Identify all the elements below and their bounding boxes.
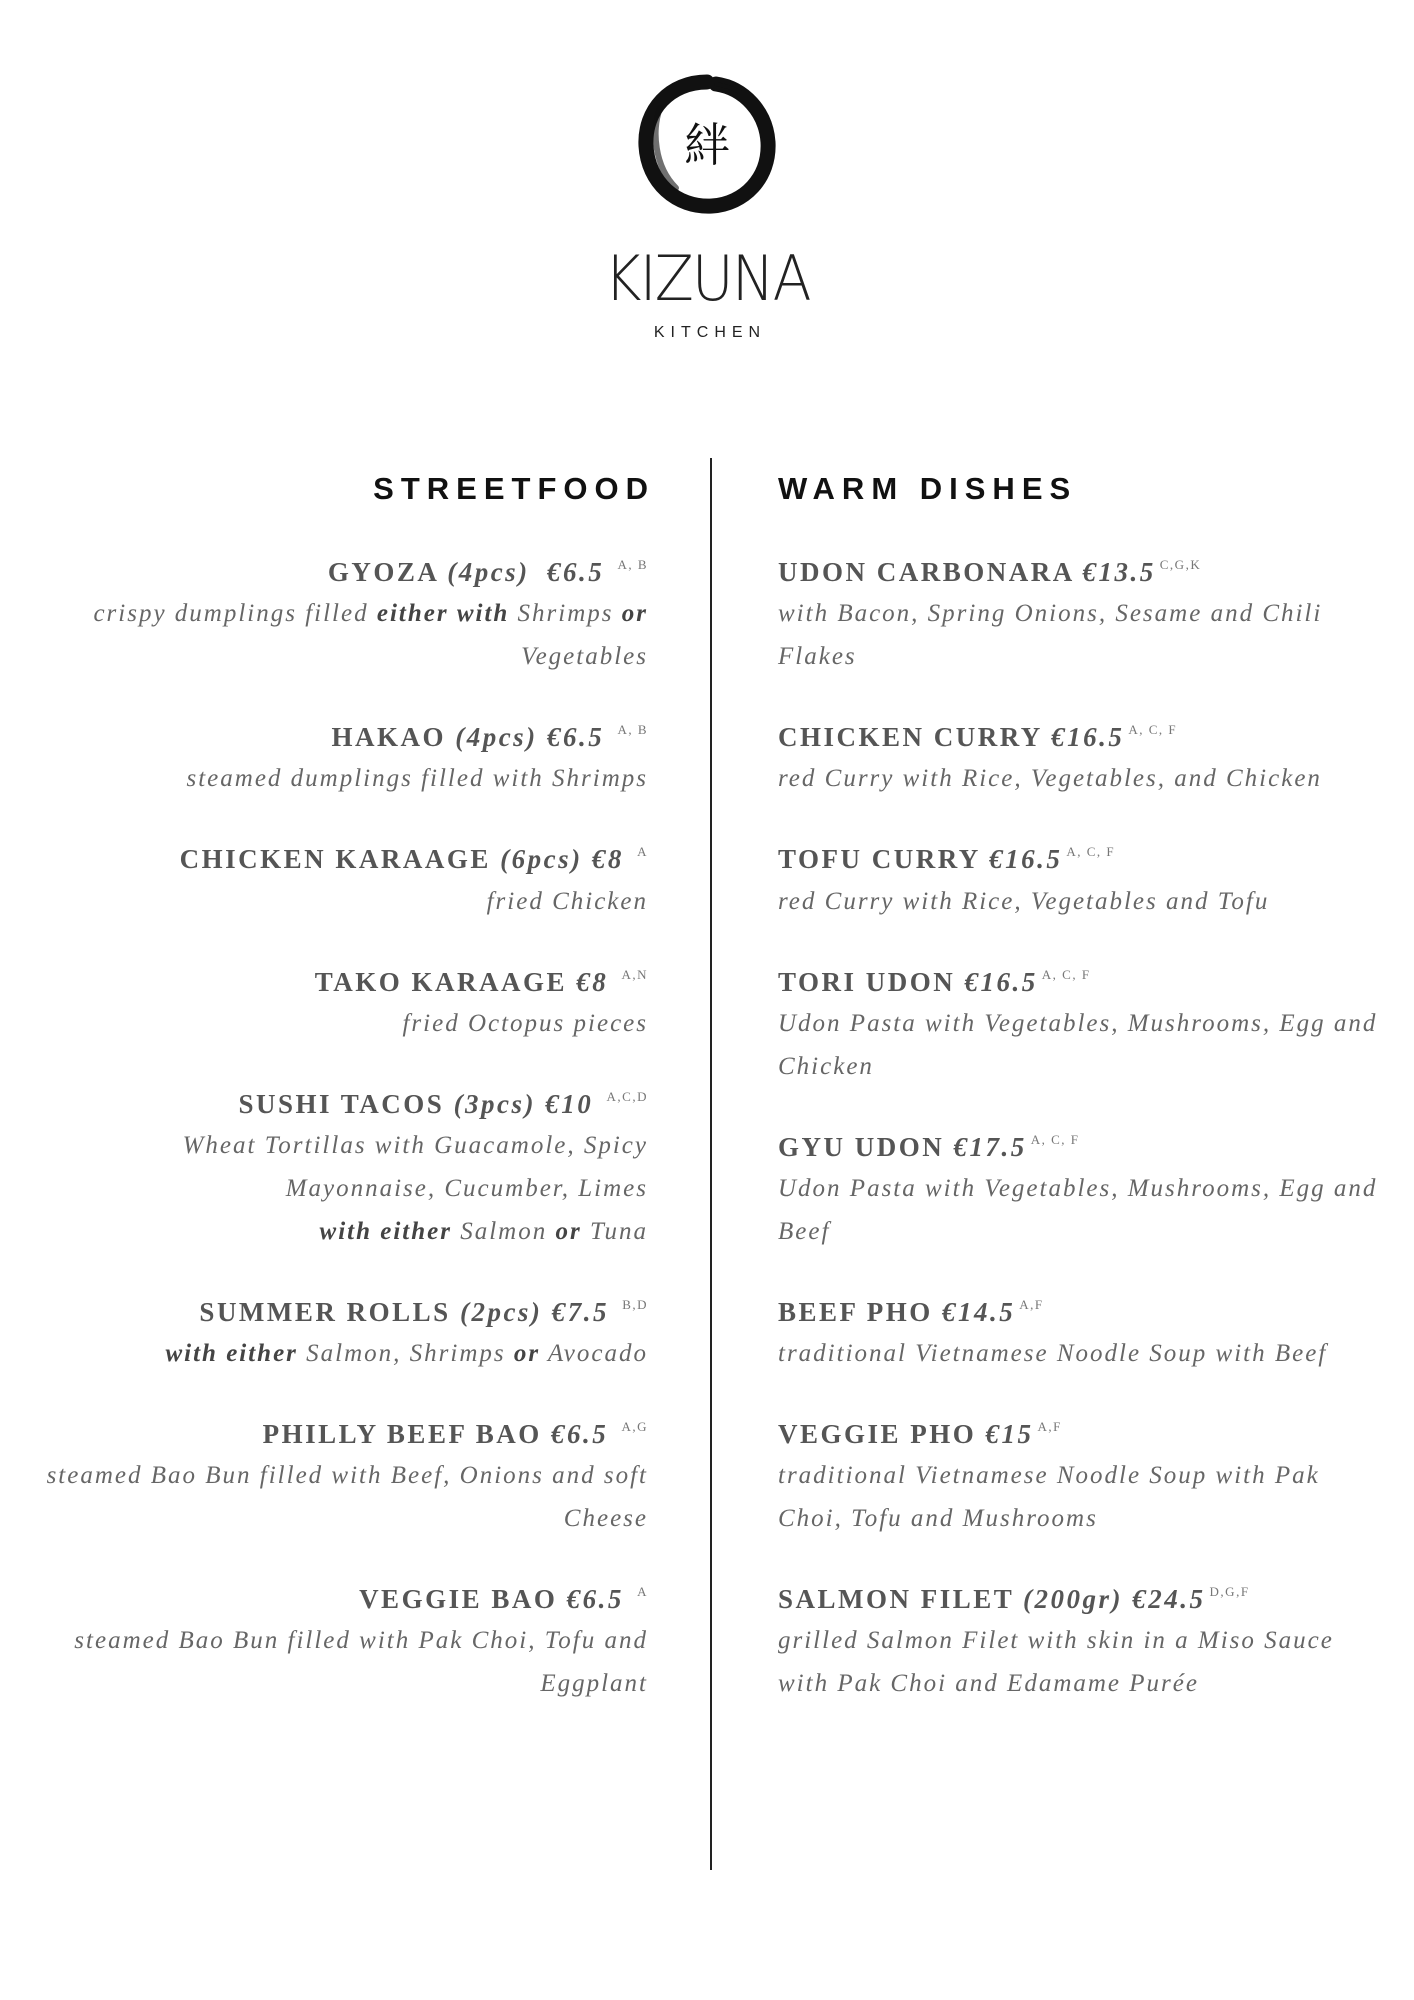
menu-item xyxy=(778,1293,1378,1375)
item-allergens: A,C,D xyxy=(606,1088,648,1104)
menu-item xyxy=(8,1580,648,1705)
menu-item xyxy=(778,1415,1378,1540)
menu-item xyxy=(8,1085,648,1253)
section-title-warm-dishes: WARM DISHES xyxy=(778,471,1078,506)
menu-item xyxy=(8,1293,648,1375)
item-name: BEEF PHO xyxy=(778,1296,933,1327)
item-price: €17.5 xyxy=(953,1131,1027,1162)
item-price: €16.5 xyxy=(964,966,1038,997)
item-name: CHICKEN CURRY xyxy=(778,722,1042,753)
item-description: grilled Salmon Filet with skin in a Miso Sauce with Pak Choi and Edamame Purée xyxy=(778,1627,1334,1698)
item-price: €24.5 xyxy=(1132,1584,1206,1615)
menu-item xyxy=(778,963,1378,1088)
menu-item xyxy=(778,553,1378,678)
item-description: fried Chicken xyxy=(486,887,648,915)
item-price: €15 xyxy=(985,1419,1034,1450)
section-title-streetfood: STREETFOOD xyxy=(373,471,655,506)
item-price: €14.5 xyxy=(942,1296,1016,1327)
streetfood-column xyxy=(8,470,655,1745)
item-allergens: A, B xyxy=(617,722,648,738)
item-description: fried Octopus pieces xyxy=(402,1009,648,1037)
item-allergens: A,N xyxy=(621,966,648,982)
item-price: €7.5 xyxy=(551,1296,609,1327)
item-name: PHILLY BEEF BAO xyxy=(262,1419,542,1450)
item-description: steamed dumplings filled with Shrimps xyxy=(186,765,648,793)
item-allergens: A, C, F xyxy=(1041,966,1091,982)
brand-name: KIZUNA xyxy=(604,242,810,315)
item-description: Udon Pasta with Vegetables, Mushrooms, Egg and Beef xyxy=(778,1174,1378,1245)
item-price: €13.5 xyxy=(1082,557,1156,588)
item-name: SALMON FILET xyxy=(778,1584,1014,1615)
item-name: TAKO KARAAGE xyxy=(314,966,567,997)
item-allergens: A, C, F xyxy=(1030,1131,1080,1147)
item-allergens: B,D xyxy=(622,1296,648,1312)
item-name: SUSHI TACOS xyxy=(238,1088,445,1119)
item-description: with Bacon, Spring Onions, Sesame and Chili Flakes xyxy=(778,600,1323,671)
warm-dishes-column xyxy=(778,470,1378,1745)
item-name: CHICKEN KARAAGE xyxy=(179,844,491,875)
item-name: GYU UDON xyxy=(778,1131,945,1162)
item-allergens: A,F xyxy=(1019,1296,1044,1312)
item-price: €6.5 xyxy=(566,1584,624,1615)
item-description: Wheat Tortillas with Guacamole, Spicy Mayonnaise, Cucumber, Limes with either Salmon or Tuna xyxy=(182,1131,648,1245)
item-name: UDON CARBONARA xyxy=(778,557,1074,588)
item-description: traditional Vietnamese Noodle Soup with Pak Choi, Tofu and Mushrooms xyxy=(778,1462,1320,1533)
item-price: €10 xyxy=(545,1088,594,1119)
item-name: SUMMER ROLLS xyxy=(199,1296,451,1327)
item-name: VEGGIE PHO xyxy=(778,1419,977,1450)
item-name: TOFU CURRY xyxy=(778,844,980,875)
item-name: GYOZA xyxy=(327,557,438,588)
item-qty: (3pcs) xyxy=(453,1088,537,1119)
menu-item xyxy=(778,718,1378,800)
item-allergens: A,F xyxy=(1037,1419,1062,1435)
menu-item xyxy=(778,1580,1378,1705)
menu-item xyxy=(8,553,648,678)
item-allergens: A xyxy=(637,1584,648,1600)
item-allergens: A,G xyxy=(621,1419,648,1435)
item-price: €8 xyxy=(576,966,609,997)
item-description: steamed Bao Bun filled with Beef, Onions and soft Cheese xyxy=(46,1462,648,1533)
enso-brush-circle-icon xyxy=(632,70,782,220)
column-divider xyxy=(710,458,712,1870)
item-allergens: C,G,K xyxy=(1159,557,1202,573)
menu-item xyxy=(8,718,648,800)
menu-item xyxy=(8,963,648,1045)
brand-subtitle: KITCHEN xyxy=(653,324,767,341)
item-allergens: A, C, F xyxy=(1128,722,1178,738)
menu-item xyxy=(8,840,648,922)
item-description: steamed Bao Bun filled with Pak Choi, Tofu and Eggplant xyxy=(74,1627,648,1698)
item-description: crispy dumplings filled either with Shrimps or Vegetables xyxy=(93,600,648,671)
item-price: €16.5 xyxy=(1051,722,1125,753)
item-name: HAKAO xyxy=(331,722,446,753)
item-description: traditional Vietnamese Noodle Soup with Beef xyxy=(778,1340,1328,1368)
item-description: Udon Pasta with Vegetables, Mushrooms, Egg and Chicken xyxy=(778,1009,1378,1080)
item-description: red Curry with Rice, Vegetables, and Chicken xyxy=(778,765,1322,793)
item-price: €6.5 xyxy=(550,1419,609,1450)
item-description: red Curry with Rice, Vegetables and Tofu xyxy=(778,887,1270,915)
menu-item xyxy=(778,1128,1378,1253)
item-price: €6.5 xyxy=(546,557,605,588)
item-allergens: A xyxy=(637,844,648,860)
brand-logo xyxy=(0,70,1414,342)
item-price: €6.5 xyxy=(546,722,605,753)
item-qty: (6pcs) xyxy=(500,844,583,875)
item-allergens: A, C, F xyxy=(1066,844,1116,860)
menu-item xyxy=(778,840,1378,922)
item-price: €16.5 xyxy=(989,844,1063,875)
item-description: with either Salmon, Shrimps or Avocado xyxy=(165,1340,648,1368)
item-qty: (2pcs) xyxy=(459,1296,543,1327)
item-qty: (4pcs) xyxy=(455,722,538,753)
item-allergens: A, B xyxy=(617,557,648,573)
menu-item xyxy=(8,1415,648,1540)
item-price: €8 xyxy=(591,844,624,875)
logo-glyph: 絆 xyxy=(684,118,730,172)
item-allergens: D,G,F xyxy=(1209,1584,1250,1600)
item-qty: (4pcs) xyxy=(447,557,530,588)
item-name: VEGGIE BAO xyxy=(359,1584,558,1615)
item-name: TORI UDON xyxy=(778,966,956,997)
item-qty: (200gr) xyxy=(1023,1584,1124,1615)
